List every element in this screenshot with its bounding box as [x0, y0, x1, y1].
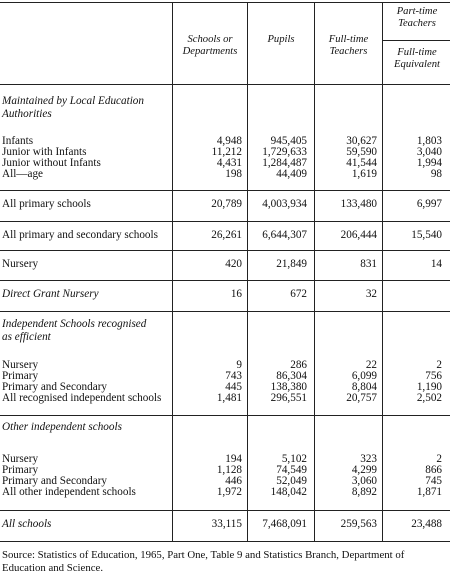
cell-value: 420	[225, 258, 242, 270]
cell-value: 133,480	[340, 198, 377, 210]
cell-value: 323	[360, 453, 377, 465]
cell-value: 198	[225, 168, 242, 180]
cell-value: 6,099	[351, 370, 377, 382]
cell-value: 3,060	[351, 475, 377, 487]
cell-value: 138,380	[270, 381, 307, 393]
cell-value: 86,304	[276, 370, 307, 382]
cell-value: 672	[290, 288, 307, 300]
row-label: Primary and Secondary	[2, 381, 108, 393]
row-label: Infants	[2, 135, 34, 147]
cell-value: 286	[290, 359, 307, 371]
cell-value: 206,444	[340, 229, 377, 241]
col-divider-1	[172, 2, 173, 541]
header-fte: Full-time Equivalent	[394, 47, 440, 70]
cell-value: 148,042	[270, 486, 307, 498]
cell-value: 9	[236, 359, 242, 371]
cell-value: 6,997	[416, 198, 442, 210]
cell-value: 11,212	[211, 146, 242, 158]
cell-value: 1,729,633	[262, 146, 307, 158]
cell-value: 30,627	[346, 135, 377, 147]
row-label: All other independent schools	[2, 486, 136, 498]
cell-value: 743	[225, 370, 242, 382]
cell-value: 2	[436, 453, 442, 465]
col-divider-2	[247, 2, 248, 541]
source-note: Source: Statistics of Education, 1965, Part One, Table 9 and Statistics Branch, Department of Education and Science.	[2, 549, 405, 574]
cell-value: 44,409	[276, 168, 307, 180]
cell-value: 22	[365, 359, 377, 371]
header-schools: Schools or Departments	[182, 34, 238, 57]
cell-value: 15,540	[411, 229, 442, 241]
cell-value: 2	[436, 359, 442, 371]
cell-value: 1,128	[216, 464, 242, 476]
cell-value: 6,644,307	[262, 229, 307, 241]
row-label: Nursery	[2, 359, 39, 371]
section-other-independent: Other independent schools	[2, 421, 122, 433]
row-label: All schools	[2, 518, 52, 530]
cell-value: 26,261	[211, 229, 242, 241]
section-maintained: Maintained by Local Education Authorities	[2, 95, 144, 120]
cell-value: 745	[425, 475, 442, 487]
cell-value: 20,789	[211, 198, 242, 210]
cell-value: 2,502	[416, 392, 442, 404]
row-label: Junior with Infants	[2, 146, 87, 158]
cell-value: 14	[430, 258, 442, 270]
cell-value: 1,619	[351, 168, 377, 180]
row-label: Junior without Infants	[2, 157, 101, 169]
header-parttime: Part-time Teachers	[396, 6, 438, 29]
header-fulltime: Full-time Teachers	[328, 34, 369, 57]
cell-value: 945,405	[270, 135, 307, 147]
cell-value: 831	[360, 258, 377, 270]
row-label: All primary schools	[2, 198, 91, 210]
cell-value: 445	[225, 381, 242, 393]
cell-value: 4,431	[216, 157, 242, 169]
header-pupils: Pupils	[267, 34, 295, 45]
cell-value: 8,804	[351, 381, 377, 393]
cell-value: 1,871	[416, 486, 442, 498]
cell-value: 98	[430, 168, 442, 180]
row-label: All recognised independent schools	[2, 392, 162, 404]
row-label: Primary	[2, 464, 39, 476]
cell-value: 4,299	[351, 464, 377, 476]
cell-value: 52,049	[276, 475, 307, 487]
col-divider-3	[314, 2, 315, 541]
cell-value: 1,284,487	[262, 157, 307, 169]
cell-value: 20,757	[346, 392, 377, 404]
row-label: All—age	[2, 168, 44, 180]
cell-value: 1,972	[216, 486, 242, 498]
cell-value: 5,102	[281, 453, 307, 465]
cell-value: 1,994	[416, 157, 442, 169]
cell-value: 756	[425, 370, 442, 382]
section-independent-efficient: Independent Schools recognised as efficient	[2, 318, 147, 343]
cell-value: 74,549	[276, 464, 307, 476]
cell-value: 8,892	[351, 486, 377, 498]
cell-value: 23,488	[411, 518, 442, 530]
col-divider-4	[382, 2, 383, 541]
cell-value: 59,590	[346, 146, 377, 158]
cell-value: 296,551	[270, 392, 307, 404]
row-label: All primary and secondary schools	[2, 229, 158, 241]
cell-value: 866	[425, 464, 442, 476]
cell-value: 259,563	[340, 518, 377, 530]
cell-value: 7,468,091	[262, 518, 307, 530]
row-label: Nursery	[2, 453, 39, 465]
cell-value: 1,190	[416, 381, 442, 393]
rule-bottom	[0, 541, 450, 542]
row-label: Primary	[2, 370, 39, 382]
cell-value: 4,948	[216, 135, 242, 147]
row-label: Nursery	[2, 258, 39, 270]
row-label: Direct Grant Nursery	[2, 288, 99, 300]
cell-value: 16	[230, 288, 242, 300]
rule-parttime-split	[382, 40, 450, 41]
cell-value: 32	[365, 288, 377, 300]
cell-value: 33,115	[211, 518, 242, 530]
cell-value: 4,003,934	[262, 198, 307, 210]
cell-value: 446	[225, 475, 242, 487]
cell-value: 3,040	[416, 146, 442, 158]
cell-value: 41,544	[346, 157, 377, 169]
cell-value: 21,849	[276, 258, 307, 270]
row-label: Primary and Secondary	[2, 475, 108, 487]
cell-value: 194	[225, 453, 242, 465]
cell-value: 1,803	[416, 135, 442, 147]
cell-value: 1,481	[216, 392, 242, 404]
